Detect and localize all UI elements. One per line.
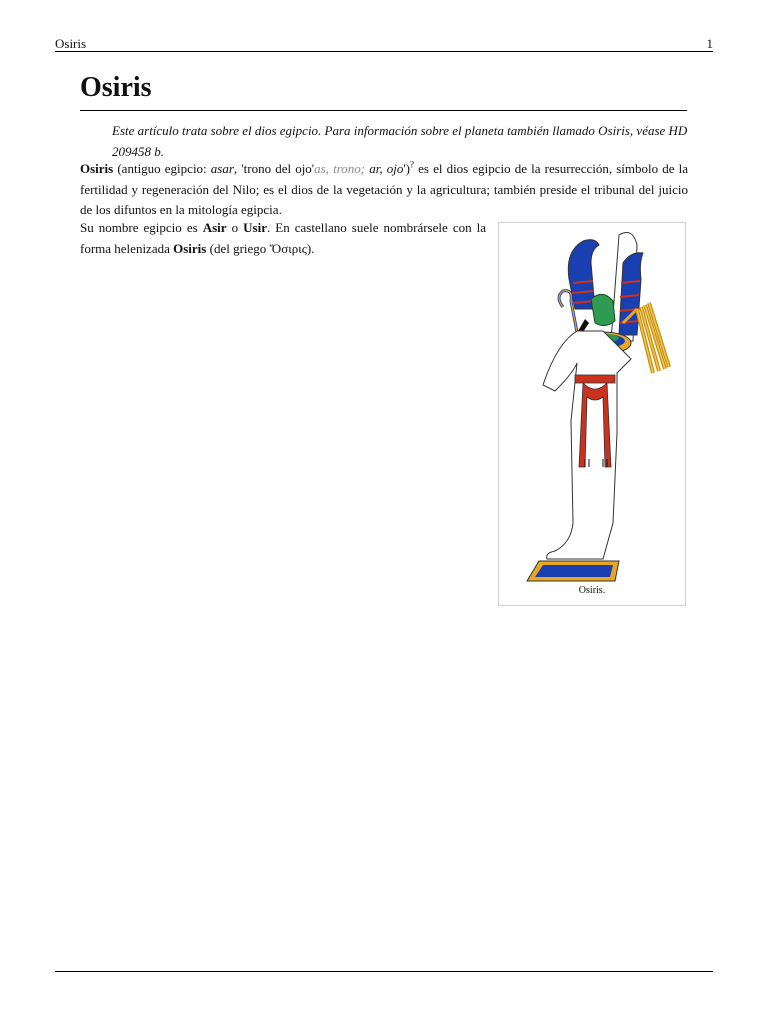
footer-rule [55,971,713,972]
gloss-ar: ar, ojo [369,161,404,176]
name-paragraph: Su nombre egipcio es Asir o Usir. En castellano suele nombrársele con la forma helenizada Osiris (del griego Ὄσιρις). [80,220,487,256]
term-osiris: Osiris [80,161,114,176]
osiris-figure [498,222,686,606]
term-usir: Usir [243,220,267,235]
osiris-illustration [499,223,687,607]
running-title: Osiris [55,36,87,51]
running-header [55,36,713,52]
header-rule [55,51,713,52]
term-osiris-helenizada: Osiris [173,240,207,256]
title-rule [80,110,687,111]
article-title: Osiris [80,72,152,103]
figure-caption: Osiris. [578,585,606,596]
hatnote: Este artículo trata sobre el dios egipcio. Para información sobre el planeta también llamado Osiris, véase HD 209458 b. [112,123,688,159]
citation-needed[interactable]: ? [410,159,414,170]
intro-paragraph: Osiris (antiguo egipcio: asar, 'trono del ojo'as, trono; ar, ojo')? es el dios egipcio de la resurrección, símbolo de la fertilidad y regeneración del Nilo; es el dios de la vegetación y la agricultura; también preside el tribunal del juicio de los difuntos en la mitología egipcia. [80,159,689,217]
gloss-as: as, trono; [314,161,370,176]
term-asar: asar [210,161,234,176]
page-number: 1 [706,36,713,51]
term-asir: Asir [202,220,227,235]
